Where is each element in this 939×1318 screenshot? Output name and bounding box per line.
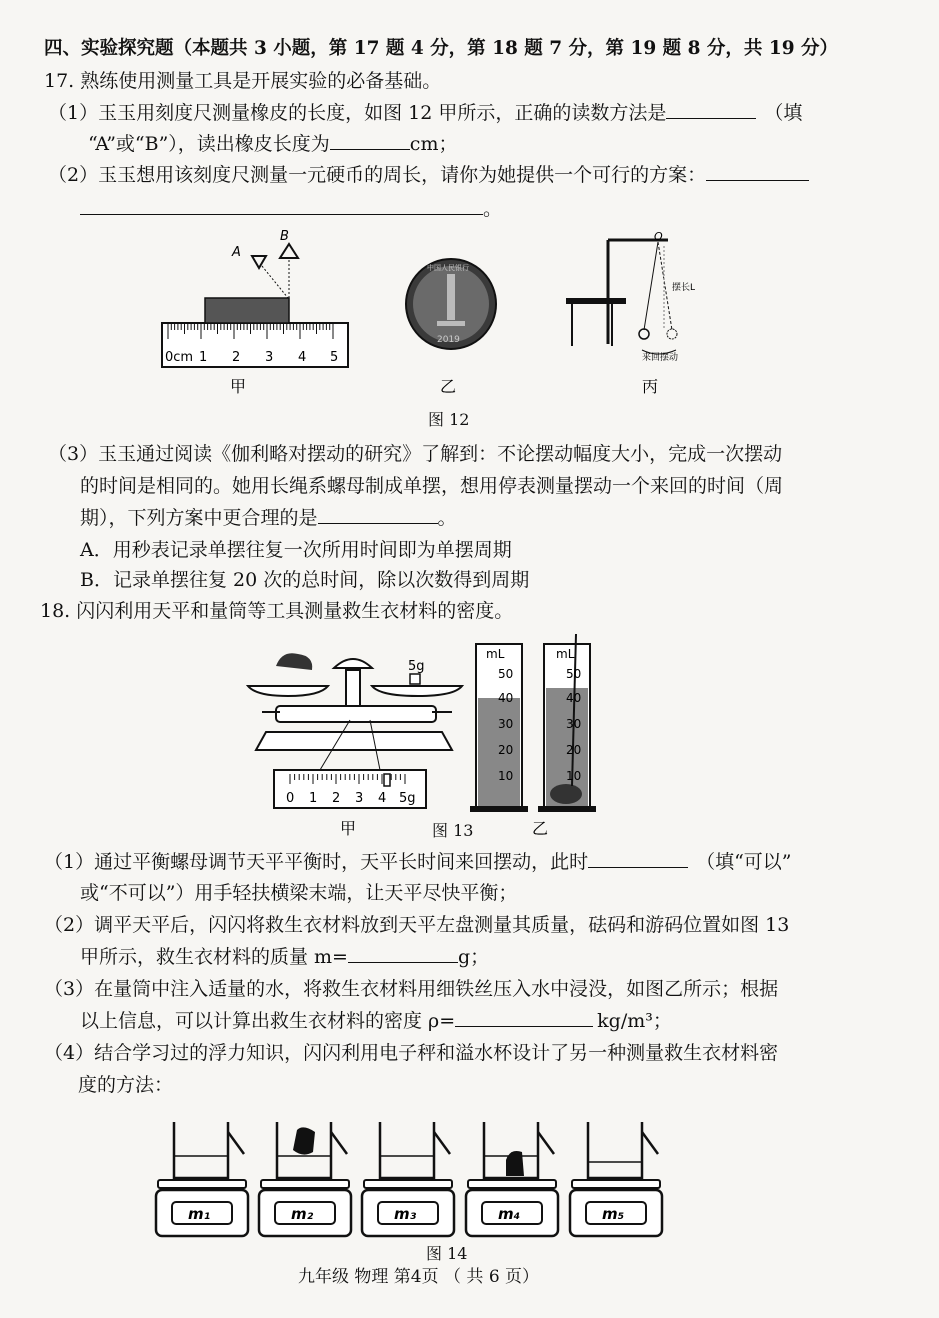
pendulum-length-label: 摆长L (672, 283, 696, 293)
scale-label-5: 5g (399, 791, 416, 806)
q18-part1-line1 (44, 849, 792, 875)
q18-p3-blank-density[interactable] (455, 1008, 593, 1027)
overflow-cup (380, 1122, 434, 1178)
fig14-caption: 图 14 (426, 1244, 468, 1263)
weight-label: 5g (408, 659, 425, 674)
cup-spout (228, 1132, 244, 1154)
scale-top (158, 1180, 246, 1188)
fig12-label-bing: 丙 (642, 377, 659, 396)
material-block (506, 1151, 524, 1176)
cup-spout (538, 1132, 554, 1154)
cyl-a-20: 20 (498, 743, 514, 757)
q18-stem: 18. 闪闪利用天平和量筒等工具测量救生衣材料的密度。 (40, 600, 514, 622)
fig12-eye-a (231, 245, 288, 298)
cyl-a-30: 30 (498, 717, 514, 731)
fig12-jia-ruler (162, 298, 348, 367)
scale-unit-1 (156, 1122, 248, 1236)
overflow-cup (174, 1122, 228, 1178)
cup-spout (331, 1132, 347, 1154)
fig13-jia-balance (248, 653, 462, 808)
q18-p1-blank[interactable] (588, 849, 688, 868)
q18-p3-text-b: 以上信息，可以计算出救生衣材料的密度 ρ= (80, 1010, 456, 1032)
ruler-label-1: 1 (199, 350, 208, 365)
scale-top (261, 1180, 349, 1188)
q17-p2-end: 。 (483, 198, 503, 220)
q17-part3-line2: 的时间是相同的。她用长绳系螺母制成单摆，想用停表测量摆动一个来回的时间（周 (80, 475, 784, 497)
pendulum-o-label: O (654, 230, 663, 243)
material-block (293, 1127, 315, 1154)
fig12-yi-coin (406, 259, 496, 349)
fig13-label-yi: 乙 (532, 819, 549, 838)
q18-part4-line1: （4）结合学习过的浮力知识，闪闪利用电子秤和溢水杯设计了另一种测量救生衣材料密 (44, 1042, 779, 1064)
q17-p3-end: 。 (437, 507, 457, 529)
coin-text: 中国人民银行 (427, 264, 469, 272)
q17-p1-text-a: （1）玉玉用刻度尺测量橡皮的长度，如图 12 甲所示，正确的读数方法是 (48, 102, 667, 124)
scale-unit-3 (362, 1122, 454, 1236)
cyl-a-40: 40 (498, 691, 514, 705)
fig14-scales (156, 1122, 662, 1236)
fig13-cylinder-a (470, 644, 528, 812)
q17-p1-text-c: “A”或“B”），读出橡皮长度为 (88, 133, 330, 155)
scale-label-0: 0 (286, 791, 295, 806)
q17-p1-blank-method[interactable] (666, 100, 756, 119)
figure-14 (0, 1118, 939, 1248)
eye-a-label: A (232, 245, 241, 260)
scale-label: m₅ (602, 1205, 625, 1223)
scale-label-3: 3 (355, 791, 364, 806)
fig12-caption: 图 12 (428, 410, 470, 429)
cup-spout (642, 1132, 658, 1154)
ruler-label-4: 4 (298, 350, 307, 365)
fig13-label-jia: 甲 (340, 819, 357, 838)
q18-p2-text-b: 甲所示，救生衣材料的质量 m= (80, 946, 348, 968)
q18-part4-line2: 度的方法： (78, 1074, 174, 1096)
scale-unit-5 (570, 1122, 662, 1236)
q18-p3-unit: kg/m³； (597, 1010, 672, 1032)
figure-12 (0, 226, 939, 426)
scale-unit-4 (466, 1122, 558, 1236)
cyl-a-unit: mL (486, 647, 505, 661)
q18-part2-line2 (80, 944, 489, 970)
scale-label: m₃ (394, 1205, 417, 1223)
cyl-a-50: 50 (498, 667, 514, 681)
fig12-label-yi: 乙 (440, 377, 457, 396)
q17-part2-line2 (80, 196, 502, 222)
coin-year: 2019 (437, 335, 460, 345)
scale-label: m₄ (498, 1205, 521, 1223)
cyl-b-40: 40 (566, 691, 582, 705)
q17-part3-line1: （3）玉玉通过阅读《伽利略对摆动的研究》了解到：不论摆动幅度大小，完成一次摆动 (48, 443, 783, 465)
page-footer: 九年级 物理 第4页 （ 共 6 页） (298, 1267, 540, 1287)
q17-p1-blank-length[interactable] (330, 131, 410, 150)
cyl-b-30: 30 (566, 717, 582, 731)
scale-unit-2 (259, 1122, 351, 1236)
q17-option-b: B．记录单摆往复 20 次的总时间，除以次数得到周期 (80, 569, 530, 591)
scale-top (364, 1180, 452, 1188)
cyl-b-unit: mL (556, 647, 575, 661)
q18-p1-text-a: （1）通过平衡螺母调节天平平衡时，天平长时间来回摆动，此时 (44, 851, 589, 873)
q17-p2-blank-plan1[interactable] (706, 162, 809, 181)
scale-label-1: 1 (309, 791, 318, 806)
q17-part3-line3 (80, 505, 457, 531)
eye-b-label: B (280, 229, 289, 244)
ruler-label-2: 2 (232, 350, 241, 365)
q18-p1-text-b: （填“可以” (696, 851, 792, 873)
cyl-a-10: 10 (498, 769, 514, 783)
q17-part1-line2 (88, 131, 457, 157)
q17-part2-line1 (48, 162, 809, 188)
cyl-b-50: 50 (566, 667, 582, 681)
q17-p1-text-b: （填 (764, 102, 803, 124)
q17-p1-text-d: cm； (409, 133, 458, 155)
scale-top (572, 1180, 660, 1188)
scale-label: m₁ (188, 1205, 211, 1223)
q17-p3-text-c: 期），下列方案中更合理的是 (80, 507, 318, 529)
overflow-cup (588, 1122, 642, 1178)
ruler-label-3: 3 (265, 350, 274, 365)
fig13-cylinder-b (538, 634, 596, 812)
q18-p2-blank-mass[interactable] (348, 944, 458, 963)
fig12-bing-pendulum (566, 230, 695, 363)
q18-part3-line1: （3）在量筒中注入适量的水，将救生衣材料用细铁丝压入水中浸没，如图乙所示；根据 (44, 978, 779, 1000)
q18-p2-unit: g； (457, 946, 490, 968)
ruler-label-5: 5 (330, 350, 339, 365)
scale-label-2: 2 (332, 791, 341, 806)
fig12-label-jia: 甲 (230, 377, 247, 396)
scale-label: m₂ (291, 1205, 314, 1223)
scale-label-4: 4 (378, 791, 387, 806)
ruler-label-0: 0cm (165, 350, 194, 365)
q17-option-a: A．用秒表记录单摆往复一次所用时间即为单摆周期 (80, 539, 512, 561)
scale-top (468, 1180, 556, 1188)
q17-p3-blank-choice[interactable] (318, 505, 438, 524)
q17-part1-line1 (48, 100, 802, 126)
q17-stem: 17. 熟练使用测量工具是开展实验的必备基础。 (44, 70, 442, 92)
cyl-b-20: 20 (566, 743, 582, 757)
section-header: 四、实验探究题（本题共 3 小题，第 17 题 4 分，第 18 题 7 分，第 19 题 8 分，共 19 分） (44, 38, 839, 59)
cup-spout (434, 1132, 450, 1154)
pendulum-swing-label: 来回摆动 (642, 353, 679, 363)
fig13-caption: 图 13 (432, 821, 474, 840)
q17-p2-blank-plan2[interactable] (80, 196, 483, 215)
cyl-b-10: 10 (566, 769, 582, 783)
q18-part3-line2 (80, 1008, 672, 1034)
q18-part1-line2: 或“不可以”）用手轻扶横梁末端，让天平尽快平衡； (80, 882, 518, 904)
q17-p2-text-a: （2）玉玉想用该刻度尺测量一元硬币的周长，请你为她提供一个可行的方案： (48, 164, 707, 186)
q18-part2-line1: （2）调平天平后，闪闪将救生衣材料放到天平左盘测量其质量，砝码和游码位置如图 13 (44, 914, 790, 936)
